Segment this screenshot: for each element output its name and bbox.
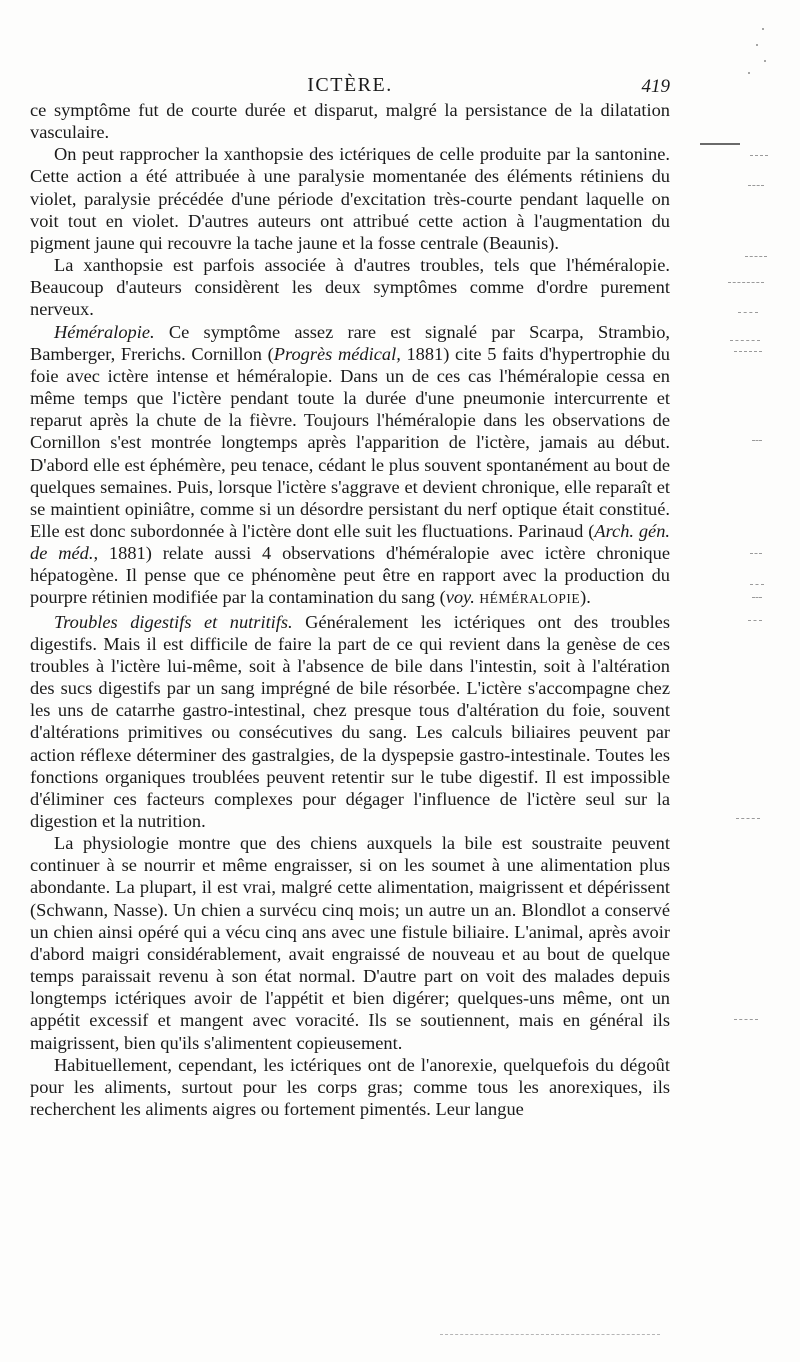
cross-reference-voy: voy. <box>445 587 475 608</box>
body-text <box>30 99 670 1120</box>
running-title: ICTÈRE. <box>307 74 393 96</box>
margin-mark <box>728 282 764 283</box>
paragraph-text: ). <box>580 587 591 608</box>
margin-bleed-through <box>690 0 800 1362</box>
margin-speck <box>762 28 764 30</box>
paragraph-hemeralopie <box>30 321 670 611</box>
paragraph-1: ce symptôme fut de courte durée et disparut, malgré la persistance de la dilatation vasculaire. <box>30 100 670 143</box>
margin-mark <box>734 351 762 352</box>
margin-speck <box>756 44 758 46</box>
margin-mark <box>752 597 762 598</box>
margin-mark <box>745 256 767 257</box>
paragraph-text: Généralement les ictériques ont des troubles digestifs. Mais il est difficile de faire la part de ce qui revient dans la genèse de ces troubles à l'ictère lui-même, soit à l'absence de bile dans l'intestin, soit à l'altération des sucs digestifs par un sang imprégné de bile résorbée. L'ictère s'accompagne chez les uns de catarrhe gastro-intestinal, chez presque tous d'altération du foie, souvent d'altérations primitives ou consécutives du sang. Les calculs biliaires peuvent par action réflexe déterminer des gastralgies, de la dyspepsie gastro-intestinale. Toutes les fonctions organiques troublées peuvent retentir sur le tube digestif. Il est impossible d'éliminer ces facteurs complexes pour dégager l'influence de l'ictère seul sur la digestion et la nutrition. <box>30 611 671 831</box>
margin-mark <box>750 155 768 156</box>
margin-mark <box>736 818 760 819</box>
paragraph-anorexie: Habituellement, cependant, les ictériques ont de l'anorexie, quelquefois du dégoût pour les aliments, surtout pour les corps gras; comme tous les anorexiques, ils recherchent les aliments aigres ou fortement pimentés. Leur langue <box>30 1054 670 1120</box>
margin-mark <box>734 1019 758 1020</box>
margin-mark <box>730 340 760 341</box>
paragraph-text: 1881) cite 5 faits d'hypertrophie du foie avec ictère intense et héméralopie. Dans un de ces cas l'héméralopie cessa en même temps que l'ictère pendant toute la durée d'une pneumonie intercurrente et reparut après la chute de la fièvre. Toujours l'héméralopie dans les observations de Cornillon s'est montrée longtemps après l'apparition de l'ictère, jamais au début. D'abord elle est éphémère, peu tenace, cédant le plus souvent spontanément au bout de quelques semaines. Puis, lorsque l'ictère s'aggrave et devient chronique, elle reparaît et se maintient opiniâtre, comme si un désordre persistant du nerf optique était constitué. Elle est donc subordonnée à l'ictère dont elle suit les fluctuations. Parinaud ( <box>30 343 670 541</box>
paragraph-troubles-digestifs <box>30 611 670 833</box>
paragraph-3: La xanthopsie est parfois associée à d'autres troubles, tels que l'héméralopie. Beaucoup d'auteurs considèrent les deux symptômes comme d'ordre purement nerveux. <box>30 255 670 320</box>
paragraph-2: On peut rapprocher la xanthopsie des ictériques de celle produite par la santonine. Cette action a été attribuée à une paralysie momentanée des éléments rétiniens du violet, paralysie précédée d'une période d'excitation très-courte pendant laquelle on voit tout en violet. D'autres auteurs ont attribué cette action à l'augmentation du pigment jaune qui recouvre la tache jaune et la fosse centrale (Beaunis). <box>30 144 670 253</box>
margin-speck <box>748 72 750 74</box>
paragraph-text: Ce symptôme assez rare est signalé par Scarpa, Strambio, Bamberger, Frerichs. Cornillon ( <box>30 321 670 364</box>
cross-reference-target: HÉMÉRALOPIE <box>479 591 581 607</box>
paragraph-physiologie: La physiologie montre que des chiens auxquels la bile est soustraite peuvent continuer à se nourrir et même engraisser, si on les soumet à une alimentation plus abondante. La plupart, il est vrai, malgré cette alimentation, maigrissent et dépérissent (Schwann, Nasse). Un chien a survécu cinq mois; un autre un an. Blondlot a conservé un chien ainsi opéré qui a vécu cinq ans avec une fistule biliaire. L'animal, après avoir d'abord maigri considérablement, avait engraissé de nouveau et au bout de quelque temps paraissait revenu à son état normal. D'autre part on voit des malades depuis longtemps ictériques avoir de l'appétit et bien digérer; quelques-uns même, ont un appétit excessif et mangent avec voracité. Ils se soutiennent, mais en général ils maigrissent, bien qu'ils s'alimentent copieusement. <box>30 833 670 1053</box>
margin-speck <box>764 60 766 62</box>
section-heading-troubles-digestifs: Troubles digestifs et nutritifs. <box>54 611 293 632</box>
margin-mark <box>738 312 758 313</box>
margin-mark <box>700 143 740 145</box>
page-number: 419 <box>641 76 670 97</box>
margin-mark <box>748 185 764 186</box>
margin-mark <box>750 584 764 585</box>
bottom-bleed-through <box>440 1334 660 1335</box>
paragraph-text: 1881) relate aussi 4 observations d'héméralopie avec ictère chronique hépatogène. Il pense que ce phénomène peut être en rapport avec la production du pourpre rétinien modifiée par la contamination du sang ( <box>30 543 670 608</box>
section-heading-hemeralopie: Héméralopie. <box>54 321 155 342</box>
citation-arch-gen-med: Arch. gén. de méd., <box>30 520 670 564</box>
citation-progres-medical: Progrès médical, <box>273 343 401 364</box>
running-header <box>30 74 670 102</box>
margin-mark <box>748 620 762 621</box>
margin-mark <box>752 440 762 441</box>
margin-mark <box>750 553 762 554</box>
